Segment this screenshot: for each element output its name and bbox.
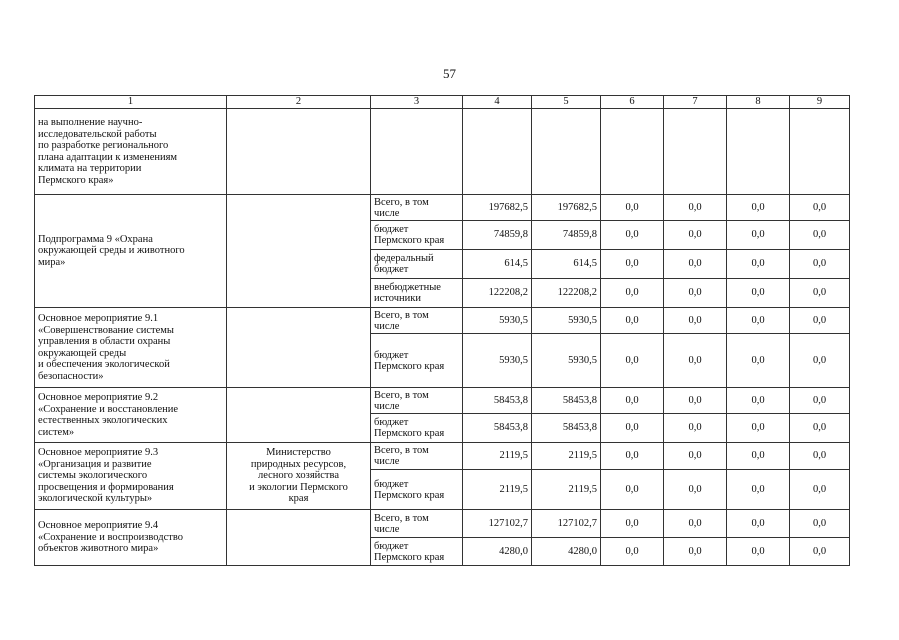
subprogram-9-title: Подпрограмма 9 «Охрана окружающей среды и животного мира»	[35, 195, 227, 308]
executor-cell	[227, 510, 371, 566]
funding-source: бюджет Пермского края	[371, 334, 463, 388]
value-col-4: 197682,5	[463, 195, 532, 221]
value-col-9: 0,0	[790, 279, 850, 308]
executor-cell	[227, 195, 371, 308]
value-col-4: 127102,7	[463, 510, 532, 538]
value-col-9: 0,0	[790, 250, 850, 279]
funding-source: Всего, в том числе	[371, 388, 463, 414]
value-col-5: 2119,5	[532, 443, 601, 470]
value-col-5: 5930,5	[532, 308, 601, 334]
value-col-6: 0,0	[601, 250, 664, 279]
value-col-6: 0,0	[601, 470, 664, 510]
value-col-7: 0,0	[664, 538, 727, 566]
value-col-4: 2119,5	[463, 443, 532, 470]
funding-source: бюджет Пермского края	[371, 470, 463, 510]
value-col-5: 197682,5	[532, 195, 601, 221]
value-col-7: 0,0	[664, 308, 727, 334]
value-col-7: 0,0	[664, 443, 727, 470]
value-col-9: 0,0	[790, 470, 850, 510]
column-header: 5	[532, 96, 601, 109]
value-col-9: 0,0	[790, 443, 850, 470]
measure-9-4-title: Основное мероприятие 9.4 «Сохранение и воспроизводство объектов животного мира»	[35, 510, 227, 566]
column-header: 2	[227, 96, 371, 109]
header-row	[35, 96, 850, 109]
funding-source: Всего, в том числе	[371, 510, 463, 538]
value-col-8: 0,0	[727, 388, 790, 414]
funding-source: бюджет Пермского края	[371, 221, 463, 250]
value-col-5: 58453,8	[532, 414, 601, 443]
value-col-7: 0,0	[664, 334, 727, 388]
value-col-8: 0,0	[727, 443, 790, 470]
value-col-6: 0,0	[601, 388, 664, 414]
value-col-9: 0,0	[790, 308, 850, 334]
value-col-8: 0,0	[727, 414, 790, 443]
value-col-5: 4280,0	[532, 538, 601, 566]
column-header: 4	[463, 96, 532, 109]
continuation-row	[35, 109, 850, 195]
value-col-7: 0,0	[664, 388, 727, 414]
value-col-8: 0,0	[727, 279, 790, 308]
value-col-6: 0,0	[601, 414, 664, 443]
value-col-7: 0,0	[664, 221, 727, 250]
value-col-8: 0,0	[727, 538, 790, 566]
subprogram-9-row	[35, 195, 850, 221]
value-col-9: 0,0	[790, 334, 850, 388]
column-header: 9	[790, 96, 850, 109]
column-header: 8	[727, 96, 790, 109]
empty-cell	[601, 109, 664, 195]
value-col-4: 5930,5	[463, 334, 532, 388]
empty-cell	[371, 109, 463, 195]
value-col-9: 0,0	[790, 414, 850, 443]
executor-cell: Министерство природных ресурсов, лесного хозяйства и экологии Пермского края	[227, 443, 371, 510]
value-col-5: 5930,5	[532, 334, 601, 388]
empty-cell	[790, 109, 850, 195]
measure-9-4-row	[35, 510, 850, 538]
value-col-8: 0,0	[727, 250, 790, 279]
value-col-7: 0,0	[664, 414, 727, 443]
funding-source: внебюджетные источники	[371, 279, 463, 308]
value-col-8: 0,0	[727, 221, 790, 250]
value-col-6: 0,0	[601, 195, 664, 221]
value-col-6: 0,0	[601, 221, 664, 250]
value-col-9: 0,0	[790, 388, 850, 414]
value-col-4: 5930,5	[463, 308, 532, 334]
value-col-7: 0,0	[664, 195, 727, 221]
value-col-4: 122208,2	[463, 279, 532, 308]
empty-cell	[532, 109, 601, 195]
empty-cell	[463, 109, 532, 195]
value-col-9: 0,0	[790, 221, 850, 250]
funding-source: Всего, в том числе	[371, 443, 463, 470]
value-col-5: 74859,8	[532, 221, 601, 250]
funding-source: федеральный бюджет	[371, 250, 463, 279]
value-col-9: 0,0	[790, 538, 850, 566]
funding-source: Всего, в том числе	[371, 308, 463, 334]
value-col-5: 122208,2	[532, 279, 601, 308]
value-col-4: 58453,8	[463, 388, 532, 414]
empty-cell	[664, 109, 727, 195]
value-col-6: 0,0	[601, 443, 664, 470]
column-header: 6	[601, 96, 664, 109]
funding-source: Всего, в том числе	[371, 195, 463, 221]
measure-9-1-title: Основное мероприятие 9.1 «Совершенствование системы управления в области охраны окружающей среды и обеспечения экологической безопасности»	[35, 308, 227, 388]
value-col-7: 0,0	[664, 279, 727, 308]
empty-cell	[227, 109, 371, 195]
value-col-5: 2119,5	[532, 470, 601, 510]
value-col-6: 0,0	[601, 334, 664, 388]
measure-9-3-row	[35, 443, 850, 470]
value-col-8: 0,0	[727, 510, 790, 538]
value-col-8: 0,0	[727, 308, 790, 334]
value-col-4: 58453,8	[463, 414, 532, 443]
empty-cell	[727, 109, 790, 195]
value-col-7: 0,0	[664, 510, 727, 538]
value-col-6: 0,0	[601, 279, 664, 308]
value-col-4: 2119,5	[463, 470, 532, 510]
funding-source: бюджет Пермского края	[371, 538, 463, 566]
funding-source: бюджет Пермского края	[371, 414, 463, 443]
continuation-text: на выполнение научно- исследовательской работы по разработке регионального плана адаптации к изменениям климата на территории Пермского края»	[35, 109, 227, 195]
value-col-8: 0,0	[727, 334, 790, 388]
value-col-5: 614,5	[532, 250, 601, 279]
measure-9-2-row	[35, 388, 850, 414]
value-col-4: 4280,0	[463, 538, 532, 566]
value-col-6: 0,0	[601, 538, 664, 566]
measure-9-3-title: Основное мероприятие 9.3 «Организация и развитие системы экологического просвещения и формирования экологической культуры»	[35, 443, 227, 510]
value-col-6: 0,0	[601, 308, 664, 334]
value-col-4: 614,5	[463, 250, 532, 279]
value-col-8: 0,0	[727, 195, 790, 221]
measure-9-1-row	[35, 308, 850, 334]
value-col-7: 0,0	[664, 470, 727, 510]
value-col-5: 58453,8	[532, 388, 601, 414]
value-col-6: 0,0	[601, 510, 664, 538]
value-col-5: 127102,7	[532, 510, 601, 538]
column-header: 7	[664, 96, 727, 109]
value-col-7: 0,0	[664, 250, 727, 279]
page-number: 57	[443, 66, 456, 81]
measure-9-2-title: Основное мероприятие 9.2 «Сохранение и восстановление естественных экологических систем»	[35, 388, 227, 443]
executor-cell	[227, 308, 371, 388]
value-col-8: 0,0	[727, 470, 790, 510]
value-col-9: 0,0	[790, 195, 850, 221]
value-col-4: 74859,8	[463, 221, 532, 250]
column-header: 1	[35, 96, 227, 109]
executor-cell	[227, 388, 371, 443]
column-header: 3	[371, 96, 463, 109]
budget-table	[34, 95, 850, 566]
value-col-9: 0,0	[790, 510, 850, 538]
